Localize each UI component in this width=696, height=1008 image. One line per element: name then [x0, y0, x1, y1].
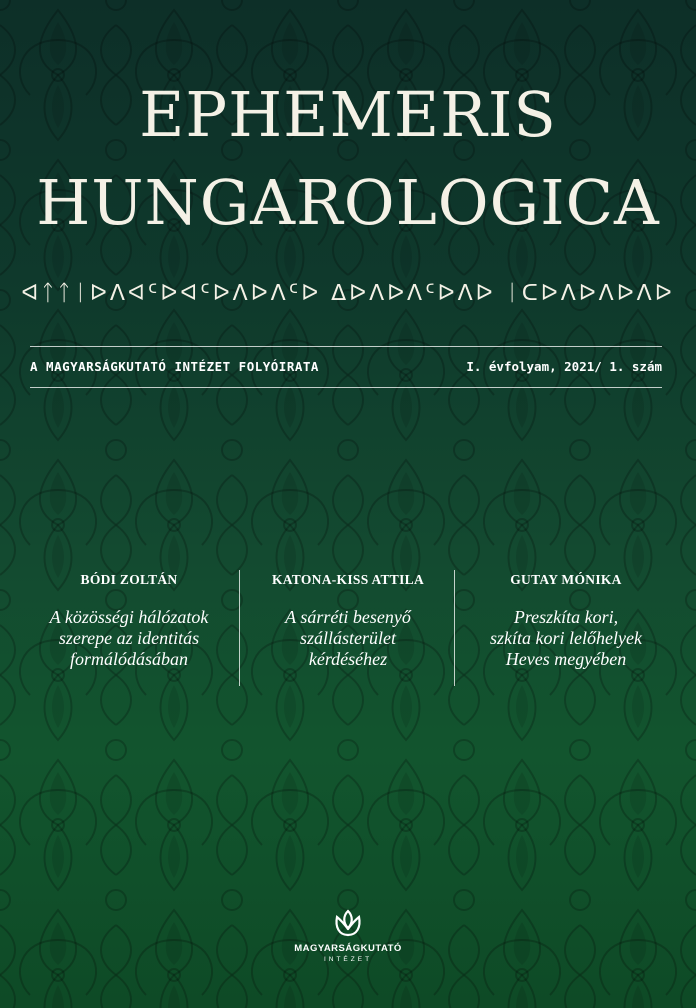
- issue-number: I. évfolyam, 2021/ 1. szám: [466, 359, 662, 374]
- journal-title-line-1: EPHEMERIS: [139, 78, 557, 151]
- article-title-line: szerepe az identitás: [58, 628, 200, 648]
- tulip-logo-icon: [332, 908, 364, 938]
- publisher-subname: INTÉZET: [323, 956, 373, 963]
- article-entry: [20, 570, 238, 670]
- bottom-divider-line: [30, 387, 662, 388]
- article-title: [239, 607, 457, 670]
- runic-script-title: ᐊᛏᛏᛁᐅᐱᐊᑦᐅᐊᑦᐅᐱᐅᐱᑦᐅ ᐃᐅᐱᐅᐱᑦᐅᐱᐅ ᛁᑕᐅᐱᐅᐱᐅᐱᐅ: [21, 281, 675, 306]
- journal-subtitle: A MAGYARSÁGKUTATÓ INTÉZET FOLYÓIRATA: [30, 359, 319, 374]
- article-title-line: kérdéséhez: [308, 649, 388, 669]
- article-author: GUTAY MÓNIKA: [510, 572, 622, 587]
- article-title-line: Heves megyében: [505, 649, 627, 669]
- article-title-line: formálódásában: [69, 649, 188, 669]
- article-title-line: A sárréti besenyő: [285, 607, 411, 627]
- article-entry: [457, 570, 675, 670]
- article-author: BÓDI ZOLTÁN: [80, 572, 178, 587]
- publisher-name: MAGYARSÁGKUTATÓ: [294, 943, 402, 954]
- article-entry: [239, 570, 457, 670]
- article-title-line: szkíta kori lelőhelyek: [490, 628, 642, 648]
- article-title-line: Preszkíta kori,: [513, 607, 619, 627]
- article-author: KATONA-KISS ATTILA: [271, 572, 425, 587]
- article-title-line: szállásterület: [299, 628, 396, 648]
- article-title: [457, 607, 675, 670]
- column-divider: [454, 570, 455, 686]
- publisher-logo: [0, 908, 696, 963]
- article-title-line: A közösségi hálózatok: [49, 607, 209, 627]
- top-divider-line: [30, 346, 662, 347]
- article-title: [20, 607, 238, 670]
- journal-title-line-2: HUNGAROLOGICA: [36, 166, 660, 239]
- featured-articles: [20, 570, 676, 688]
